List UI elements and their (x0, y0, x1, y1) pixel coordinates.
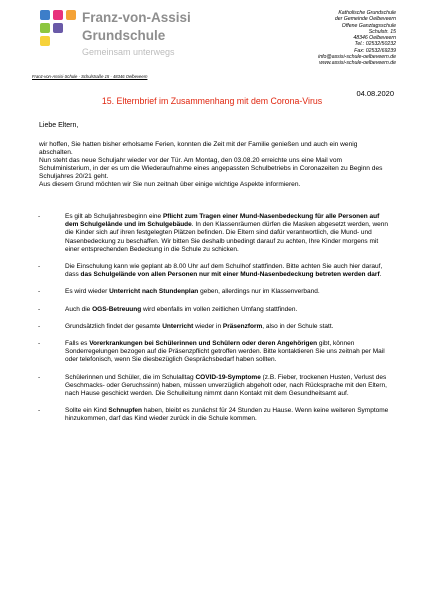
bullet-text: Falls es (65, 340, 90, 348)
bullet-marker: - (38, 340, 41, 348)
logo-square (40, 10, 50, 20)
bullet-bold-text: COVID-19-Symptome (195, 373, 261, 381)
address-line: der Gemeinde Oelbeveern (334, 16, 396, 23)
address-line: www.assisi-schule-oelbeveern.de (319, 60, 396, 67)
bullet-text: (z.B. Fieber, trockenen Husten, Verlust des Geschmacks- oder Geruchssinn) haben, müssen unverzüglich abgeholt oder, nach Rücksprache mit den Eltern, nach Hause geschickt werden. Die Schulleitung nimmt dann Kontakt mit dem Gesundheitsamt auf. (65, 373, 387, 398)
school-address-block (256, 10, 396, 67)
bullet-bold-text: Schnupfen (108, 407, 142, 415)
bullet-text: gibt, können Sonderregelungen bezogen auf die Präsenzpflicht getroffen werden. Bitte kontaktieren Sie uns zeitnah per Mail oder telefonisch, wenn Sie diesbezüglich Gesprächsbedarf haben sollten. (65, 340, 385, 364)
bullet-item (38, 213, 393, 254)
bullet-text: wieder in (193, 322, 223, 330)
address-line: Fax: 02532/69239 (354, 47, 396, 54)
bullet-text: . (379, 271, 382, 279)
logo-square (40, 36, 50, 46)
bullet-list (38, 213, 393, 433)
bullet-text: Sollte ein Kind (65, 407, 109, 415)
bullet-item (38, 263, 393, 279)
bullet-marker: - (38, 288, 41, 296)
logo-square (66, 10, 76, 20)
bullet-marker: - (38, 213, 41, 220)
bullet-text: . In den Klassenräumen dürfen die Masken abgesetzt werden, wenn die Kinder sich auf ihren festgelegten Plätzen befinden. Die Eltern sind dafür verantwortlich, die Mund- und Nasenbedeckung zu beschaffen. Wir bitten Sie deshalb unbedingt darauf zu achten, Ihre Kinder morgens mit einer entsprechenden Bedeckung in die Schule zu schicken. (65, 221, 388, 253)
bullet-bold-text: Unterricht (162, 322, 194, 330)
letter-greeting: Liebe Eltern, (39, 122, 79, 129)
letter-title: 15. Elternbrief im Zusammenhang mit dem Corona-Virus (101, 96, 323, 106)
bullet-text: Es gilt ab Schuljahresbeginn eine (65, 213, 163, 220)
logo-school-name: Franz-von-Assisi (82, 10, 191, 25)
intro-paragraph (39, 141, 389, 189)
letter-date: 04.08.2020 (356, 89, 394, 98)
bullet-item (38, 306, 393, 314)
bullet-item (38, 340, 393, 365)
bullet-text: Grundsätzlich findet der gesamte (65, 322, 163, 330)
address-line: Katholische Grundschule (338, 10, 396, 16)
intro-line: Aus diesem Grund möchten wir Sie nun zeitnah über einige wichtige Aspekte informieren. (39, 181, 301, 188)
logo-school-type: Grundschule (82, 28, 166, 43)
bullet-text: , also in der Schule statt. (262, 322, 334, 330)
address-line: info@assisi-schule-oelbeveern.de (318, 54, 396, 61)
address-line: Schulstr. 15 (368, 28, 396, 35)
bullet-marker: - (38, 263, 41, 271)
logo-square (53, 23, 63, 33)
bullet-marker: - (38, 373, 41, 381)
address-line: Tel.: 02532/50232 (354, 41, 396, 48)
bullet-bold-text: das Schulgelände von allen Personen nur mit einer Mund-Nasenbedeckung betreten werden darf (80, 271, 380, 279)
bullet-text: Die Einschulung kann wie geplant ab 8.00 Uhr auf dem Schulhof stattfinden. Bitte achten Sie auch hier darauf, dass (65, 263, 383, 279)
bullet-bold-text: Unterricht nach Stundenplan (109, 288, 199, 296)
logo-squares (40, 10, 76, 48)
sender-line: Franz-von-Assisi-Schule · Schulstraße 15 · 48346 Oelbeveern (32, 74, 148, 79)
bullet-bold-text: Pflicht zum Tragen einer Mund-Nasenbedeckung für alle Personen auf dem Schulgelände und im Schulgebäude (65, 213, 380, 229)
bullet-text: haben, bleibt es zunächst für 24 Stunden zu Hause. Wenn keine weiteren Symptome hinzukommen, darf das Kind wieder zurück in die Schule kommen. (65, 407, 389, 423)
intro-line: wir hoffen, Sie hatten bisher erholsame Ferien, konnten die Zeit mit der Familie genießen und auch ein wenig abschalten. (39, 141, 358, 156)
bullet-text: wird ebenfalls im vollen zeitlichen Umfang stattfinden. (141, 305, 298, 313)
bullet-text: Schülerinnen und Schüler, die im Schulalltag (65, 373, 196, 381)
bullet-item (38, 288, 393, 296)
logo-square (40, 23, 50, 33)
bullet-item (38, 374, 393, 399)
logo-square (53, 10, 63, 20)
intro-line: Nun steht das neue Schuljahr wieder vor der Tür. Am Montag, den 03.08.20 erreichte uns eine Mail vom Schulministerium, in der es um die Wiederaufnahme eines angepassten Schulbetriebs in Coronazeiten zu Beginn des Schuljahres 20/21 geht. (39, 157, 383, 180)
bullet-item (38, 407, 393, 423)
address-line: Offene Ganztagsschule (341, 22, 396, 29)
bullet-item (38, 323, 393, 331)
address-line: 48346 Oelbeveern (353, 35, 396, 42)
bullet-bold-text: Vorerkrankungen bei Schülerinnen und Schülern oder deren Angehörigen (89, 340, 318, 348)
bullet-bold-text: Präsenzform (222, 322, 263, 330)
bullet-bold-text: OGS-Betreuung (92, 305, 142, 313)
school-logo (40, 8, 190, 60)
bullet-marker: - (38, 407, 41, 415)
bullet-text: Auch die (65, 305, 93, 313)
bullet-marker: - (38, 322, 41, 330)
logo-tagline: Gemeinsam unterwegs (82, 47, 175, 57)
bullet-text: geben, allerdings nur im Klassenverband. (198, 288, 320, 296)
bullet-text: Es wird wieder (65, 288, 110, 296)
bullet-marker: - (38, 305, 41, 313)
